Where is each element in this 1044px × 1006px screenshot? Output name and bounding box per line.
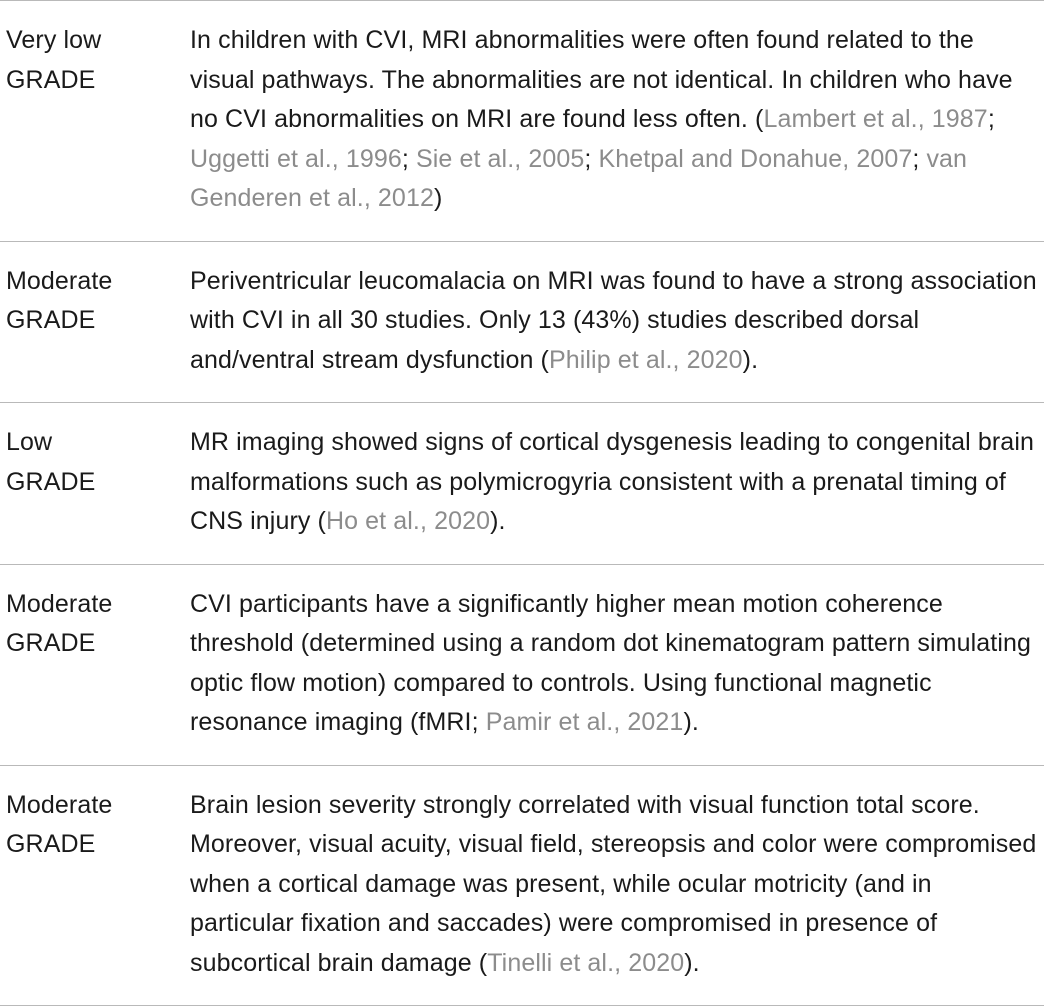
citation-link[interactable]: Ho et al., 2020 [325,507,491,535]
grade-level: Moderate [6,589,113,618]
grade-label: GRADE [6,306,96,334]
description-text: Brain lesion severity strongly correlated with visual function total score. Moreover, visual acuity, visual field, stereopsis and color were compromised when a cortical damage was present, while ocular motricity (and in particular fixation and saccades) were compromised in presence of subcortical brain damage [190,790,1037,977]
table-row [0,766,1044,1006]
description-text: Periventricular leucomalacia on MRI was found to have a strong association with CVI in all 30 studies. Only 13 (43%) studies described dorsal and/ventral stream dysfunction [190,266,1037,374]
grade-level: Moderate [6,266,113,295]
citation-link[interactable]: Sie et al., 2005 [415,144,585,173]
table-row [0,1,1044,241]
description-text: MR imaging showed signs of cortical dysgenesis leading to congenital brain malformations such as polymicrogyria consistent with a prenatal timing of CNS injury [190,428,1034,535]
grade-label: GRADE [6,629,96,657]
citation-link[interactable]: Philip et al., 2020 [548,345,743,374]
citation-link[interactable]: Tinelli et al., 2020 [487,948,685,977]
description-cell: Periventricular leucomalacia on MRI was found to have a strong association with CVI in all 30 studies. Only 13 (43%) studies described dorsal and/ventral stream dysfunction (Philip et al., 2020). [190,266,1037,374]
grade-cell [0,585,190,743]
citation-link[interactable]: van Genderen et al., 2012 [190,144,968,212]
description-cell: Brain lesion severity strongly correlated with visual function total score. Moreover, visual acuity, visual field, stereopsis and color were compromised when a cortical damage was present, while ocular motricity (and in particular fixation and saccades) were compromised in presence of subcortical brain damage (Tinelli et al., 2020). [190,790,1037,977]
grade-level: Moderate [6,790,113,819]
grade-label: GRADE [6,830,96,858]
citation-link[interactable]: Pamir et al., 2021 [485,708,684,736]
description-text: CVI participants have a significantly higher mean motion coherence threshold (determined using a random dot kinematogram pattern simulating optic flow motion) compared to controls. Using functional magnetic resonance imaging (fMRI; [190,589,1031,736]
grade-cell [0,262,190,381]
citation-link[interactable]: Uggetti et al., 1996 [190,144,402,173]
table-row [0,403,1044,564]
citation-link[interactable]: Khetpal and Donahue, 2007 [598,144,913,173]
grade-cell [0,21,190,219]
table-row [0,565,1044,765]
table-row [0,242,1044,403]
grade-label: GRADE [6,65,96,94]
description-cell: CVI participants have a significantly higher mean motion coherence threshold (determined using a random dot kinematogram pattern simulating optic flow motion) compared to controls. Using functional magnetic resonance imaging (fMRI; Pamir et al., 2021). [190,589,1031,736]
description-cell: In children with CVI, MRI abnormalities were often found related to the visual pathways. The abnormalities are not identical. In children who have no CVI abnormalities on MRI are found less often. (Lambert et al., 1987; Uggetti et al., 1996; Sie et al., 2005; Khetpal and Donahue, 2007; van Genderen et al., 2012) [190,26,1013,212]
grade-cell [0,786,190,984]
description-cell: MR imaging showed signs of cortical dysgenesis leading to congenital brain malformations such as polymicrogyria consistent with a prenatal timing of CNS injury (Ho et al., 2020). [190,428,1034,535]
citation-link[interactable]: Lambert et al., 1987 [763,105,988,133]
description-text: In children with CVI, MRI abnormalities were often found related to the visual pathways. The abnormalities are not identical. In children who have no CVI abnormalities on MRI are found less often. [190,26,1013,133]
grade-level: Low [6,428,53,456]
grade-cell [0,423,190,542]
grade-label: GRADE [6,467,96,496]
grade-level: Very low [6,26,102,54]
